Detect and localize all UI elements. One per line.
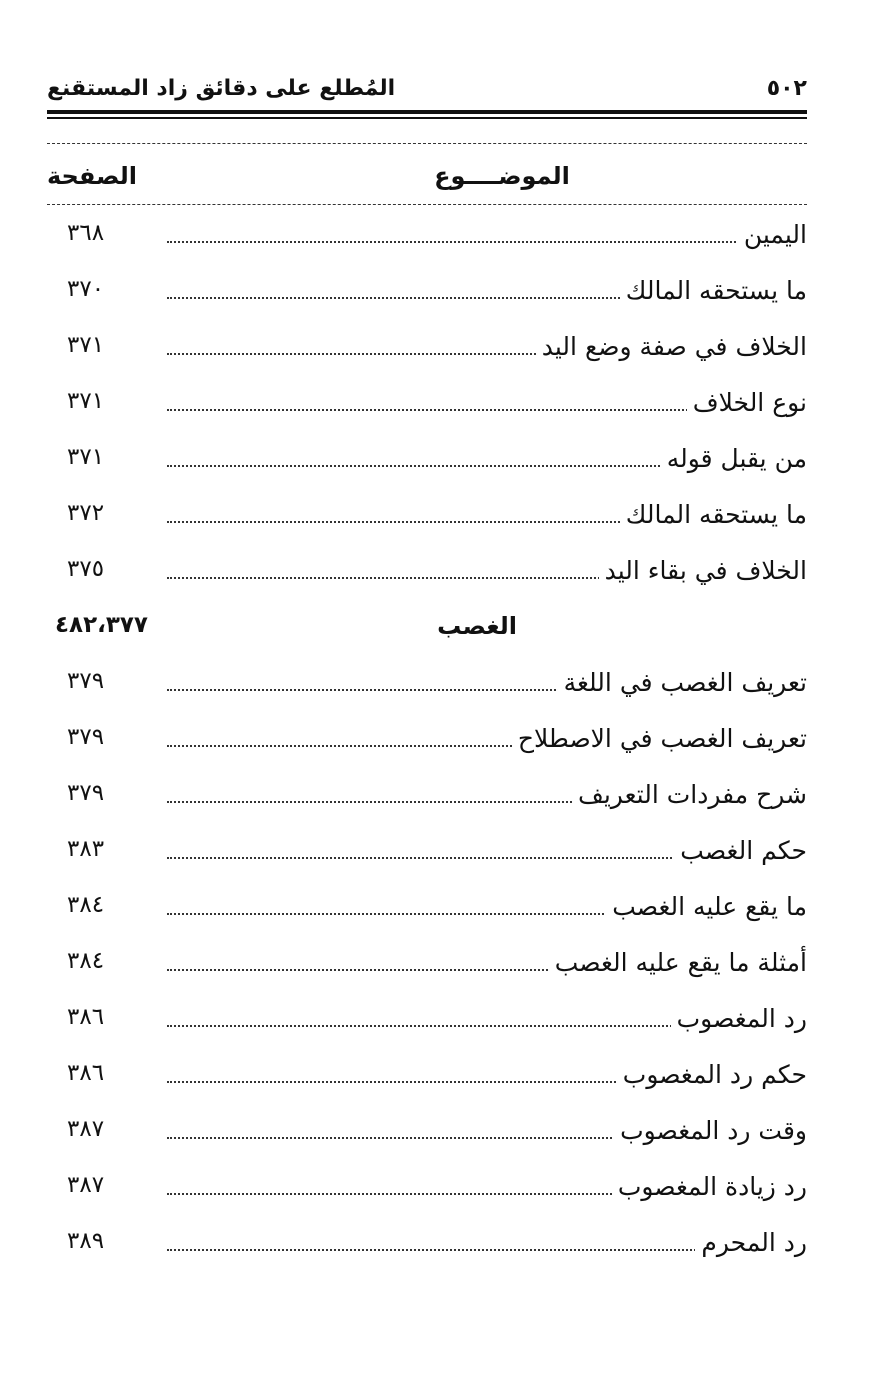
- entry-title: ما يقع عليه الغصب: [606, 892, 807, 921]
- entry-title: الخلاف في صفة وضع اليد: [536, 332, 807, 361]
- toc-entry: [47, 656, 807, 712]
- entry-title: الخلاف في بقاء اليد: [599, 556, 807, 585]
- toc-entry: [47, 488, 807, 544]
- entry-page-number: ٣٨٣: [67, 836, 105, 862]
- entry-title: أمثلة ما يقع عليه الغصب: [549, 948, 807, 977]
- entry-page-number: ٣٧٢: [67, 500, 105, 526]
- entry-title: رد المغصوب: [671, 1004, 807, 1033]
- toc-entry: [47, 264, 807, 320]
- toc-entry: [47, 1216, 807, 1272]
- entry-page-number: ٣٨٦: [67, 1004, 105, 1030]
- entry-page-number: ٣٧٩: [67, 780, 105, 806]
- page-column-header: الصفحة: [47, 162, 138, 190]
- entry-title: نوع الخلاف: [687, 388, 807, 417]
- entry-page-number: ٣٧١: [67, 444, 105, 470]
- column-headers: [47, 162, 807, 198]
- toc-entry: [47, 544, 807, 600]
- header-rule-thin: [47, 117, 807, 119]
- toc-entry: [47, 992, 807, 1048]
- entry-page-number: ٣٨٦: [67, 1060, 105, 1086]
- entry-title: شرح مفردات التعريف: [572, 780, 807, 809]
- toc-entry: [47, 432, 807, 488]
- toc-entry: [47, 1104, 807, 1160]
- entry-page-number: ٣٧٥: [67, 556, 105, 582]
- entry-title: حكم رد المغصوب: [617, 1060, 807, 1089]
- toc-entry: [47, 1160, 807, 1216]
- section-heading-row: [47, 600, 807, 656]
- entry-page-number: ٣٨٤: [67, 948, 105, 974]
- entry-page-number: ٣٧٩: [67, 668, 105, 694]
- entry-title: اليمين: [738, 220, 807, 249]
- entry-title: ما يستحقه المالك: [620, 276, 807, 305]
- section-title: الغصب: [437, 612, 517, 640]
- entry-page-number: ٣٧١: [67, 332, 105, 358]
- running-header: [47, 76, 807, 106]
- entry-title: تعريف الغصب في اللغة: [558, 668, 807, 697]
- entry-page-number: ٣٨٤: [67, 892, 105, 918]
- toc-entry: [47, 1048, 807, 1104]
- dot-leader: [167, 241, 807, 243]
- toc-entry: [47, 712, 807, 768]
- entry-title: وقت رد المغصوب: [614, 1116, 807, 1145]
- entry-title: ما يستحقه المالك: [620, 500, 807, 529]
- entry-title: حكم الغصب: [674, 836, 807, 865]
- toc-entry: [47, 824, 807, 880]
- toc-entry: [47, 376, 807, 432]
- section-page-number: ٤٨٢،٣٧٧: [55, 612, 148, 638]
- entry-title: رد المحرم: [695, 1228, 807, 1257]
- entry-title: رد زيادة المغصوب: [612, 1172, 807, 1201]
- toc-entry: [47, 936, 807, 992]
- table-of-contents: [47, 208, 807, 1272]
- toc-entry: [47, 320, 807, 376]
- book-title: المُطلع على دقائق زاد المستقنع: [47, 76, 396, 101]
- divider-below-headers: [47, 204, 807, 205]
- toc-entry: [47, 880, 807, 936]
- entry-title: من يقبل قوله: [661, 444, 807, 473]
- toc-entry: [47, 208, 807, 264]
- entry-page-number: ٣٧٩: [67, 724, 105, 750]
- header-rule-thick: [47, 110, 807, 114]
- divider-top: [47, 143, 807, 144]
- entry-title: تعريف الغصب في الاصطلاح: [512, 724, 807, 753]
- toc-entry: [47, 768, 807, 824]
- entry-page-number: ٣٨٩: [67, 1228, 105, 1254]
- entry-page-number: ٣٨٧: [67, 1172, 105, 1198]
- page-number: ٥٠٢: [766, 76, 807, 101]
- entry-page-number: ٣٨٧: [67, 1116, 105, 1142]
- entry-page-number: ٣٧٠: [67, 276, 105, 302]
- subject-column-header: الموضــــوع: [434, 162, 570, 190]
- entry-page-number: ٣٧١: [67, 388, 105, 414]
- entry-page-number: ٣٦٨: [67, 220, 105, 246]
